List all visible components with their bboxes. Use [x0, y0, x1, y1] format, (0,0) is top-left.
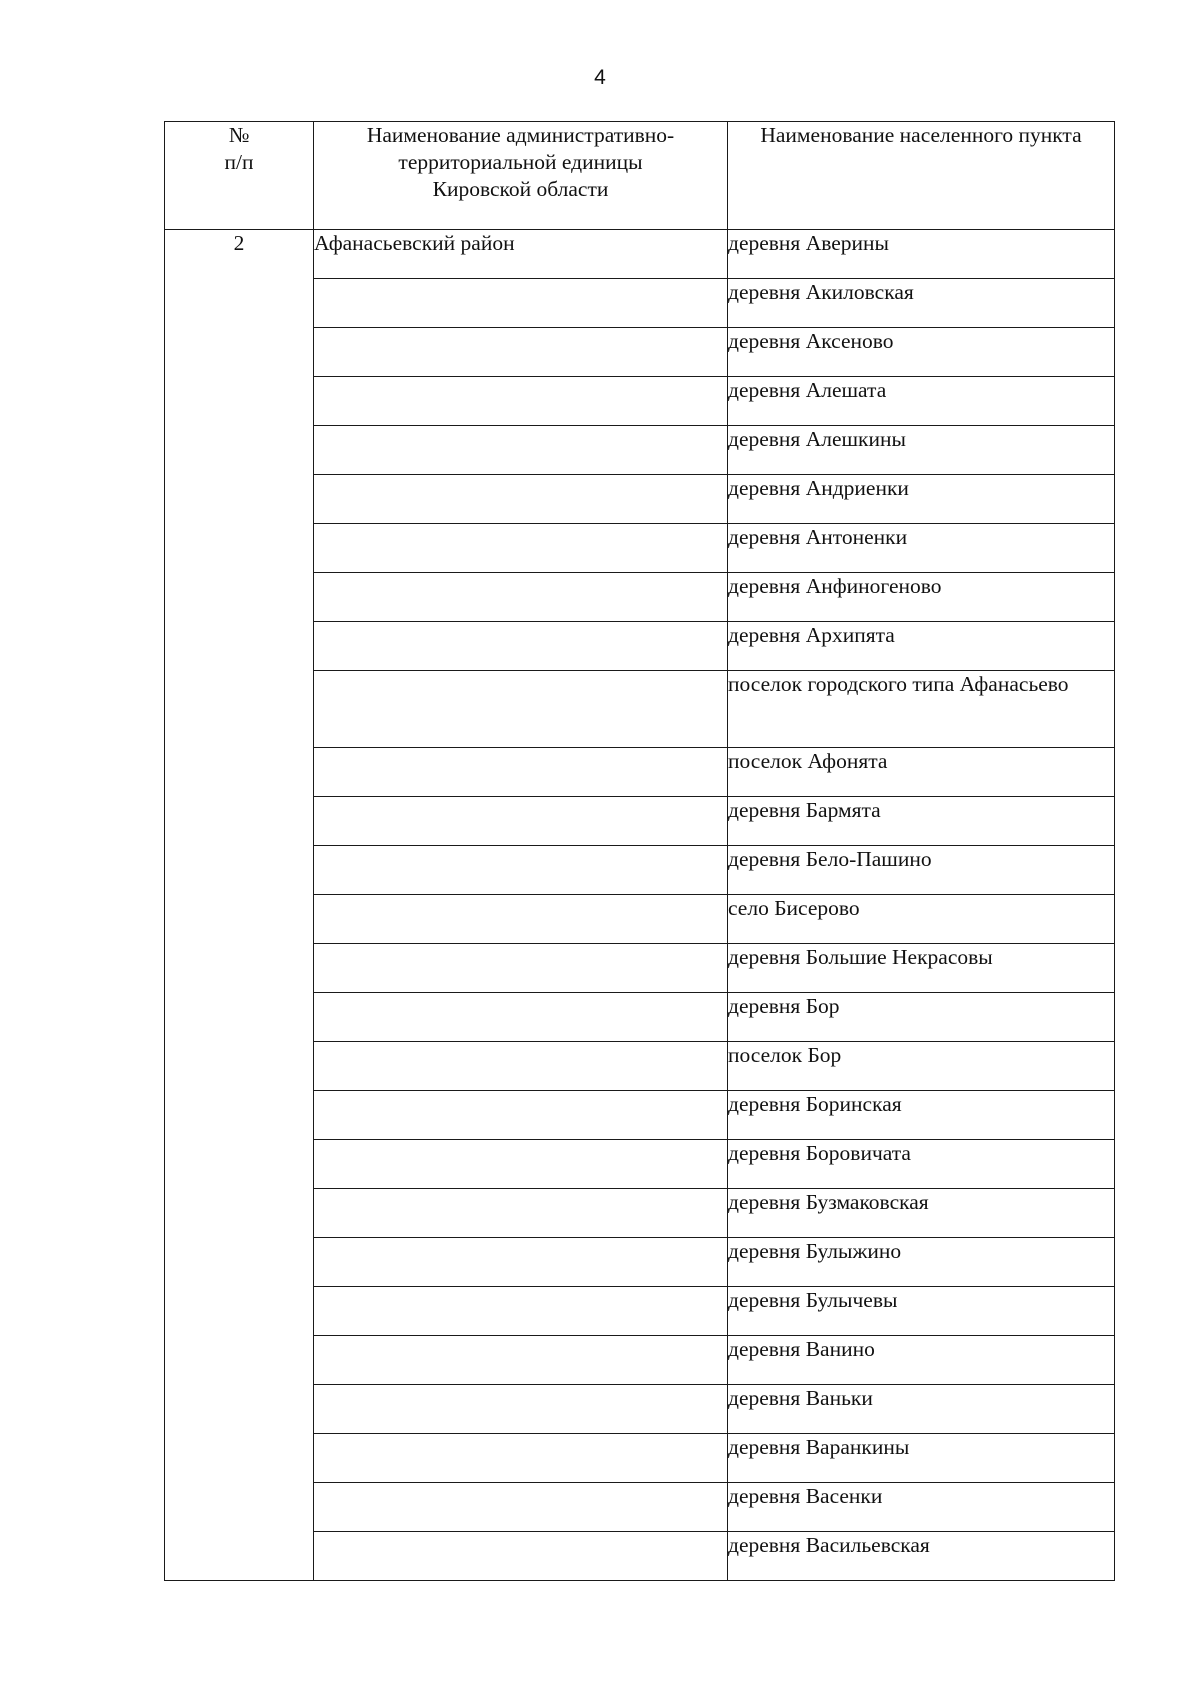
settlement-cell: деревня Васенки: [728, 1483, 1115, 1532]
district-cell: [314, 1434, 728, 1483]
district-cell: [314, 1140, 728, 1189]
district-cell: [314, 1091, 728, 1140]
settlements-table: [164, 121, 1115, 1581]
settlement-cell: деревня Ванино: [728, 1336, 1115, 1385]
district-cell: [314, 1483, 728, 1532]
settlement-cell: поселок Афонята: [728, 748, 1115, 797]
page-number: 4: [594, 66, 606, 89]
table-row: [165, 230, 1115, 279]
settlement-cell: деревня Ваньки: [728, 1385, 1115, 1434]
settlement-cell: деревня Большие Некрасовы: [728, 944, 1115, 993]
district-cell: [314, 377, 728, 426]
settlement-cell: деревня Алешата: [728, 377, 1115, 426]
district-cell: [314, 328, 728, 377]
district-cell: [314, 748, 728, 797]
district-cell: [314, 895, 728, 944]
district-cell: [314, 1189, 728, 1238]
header-district-line2: территориальной единицы: [398, 150, 643, 174]
district-cell: [314, 671, 728, 748]
table-body: [165, 230, 1115, 1581]
district-cell: [314, 846, 728, 895]
row-number-cell: 2: [165, 230, 314, 1581]
district-cell: [314, 1336, 728, 1385]
district-cell: [314, 524, 728, 573]
settlement-cell: деревня Боровичата: [728, 1140, 1115, 1189]
district-cell: [314, 426, 728, 475]
settlement-cell: деревня Алешкины: [728, 426, 1115, 475]
header-number: [165, 122, 314, 230]
header-number-line1: №: [228, 123, 250, 147]
district-cell: [314, 944, 728, 993]
settlement-cell: деревня Аверины: [728, 230, 1115, 279]
settlement-cell: деревня Бармята: [728, 797, 1115, 846]
settlement-cell: деревня Бело-Пашино: [728, 846, 1115, 895]
header-settlement-label: Наименование населенного пункта: [760, 123, 1082, 147]
district-cell: [314, 1238, 728, 1287]
district-cell: [314, 279, 728, 328]
table-header-row: [165, 122, 1115, 230]
settlement-cell: деревня Архипята: [728, 622, 1115, 671]
district-cell: [314, 797, 728, 846]
settlement-cell: деревня Варанкины: [728, 1434, 1115, 1483]
settlement-cell: деревня Бузмаковская: [728, 1189, 1115, 1238]
settlement-cell: поселок городского типа Афанасьево: [728, 671, 1115, 748]
district-cell: Афанасьевский район: [314, 230, 728, 279]
settlement-cell: деревня Булыжино: [728, 1238, 1115, 1287]
settlement-cell: деревня Булычевы: [728, 1287, 1115, 1336]
district-cell: [314, 1287, 728, 1336]
settlement-cell: деревня Аксеново: [728, 328, 1115, 377]
settlement-cell: деревня Васильевская: [728, 1532, 1115, 1581]
settlement-cell: деревня Бор: [728, 993, 1115, 1042]
settlement-cell: деревня Андриенки: [728, 475, 1115, 524]
district-cell: [314, 1385, 728, 1434]
settlement-cell: поселок Бор: [728, 1042, 1115, 1091]
header-district: [314, 122, 728, 230]
header-number-line2: п/п: [224, 150, 254, 174]
settlement-cell: деревня Антоненки: [728, 524, 1115, 573]
district-cell: [314, 1532, 728, 1581]
district-cell: [314, 622, 728, 671]
header-district-line1: Наименование административно-: [366, 123, 675, 147]
district-cell: [314, 993, 728, 1042]
district-cell: [314, 475, 728, 524]
settlement-cell: деревня Акиловская: [728, 279, 1115, 328]
header-settlement: [728, 122, 1115, 230]
district-cell: [314, 1042, 728, 1091]
settlement-cell: деревня Боринская: [728, 1091, 1115, 1140]
header-district-line3: Кировской области: [432, 177, 609, 201]
settlement-cell: село Бисерово: [728, 895, 1115, 944]
district-cell: [314, 573, 728, 622]
settlement-cell: деревня Анфиногеново: [728, 573, 1115, 622]
